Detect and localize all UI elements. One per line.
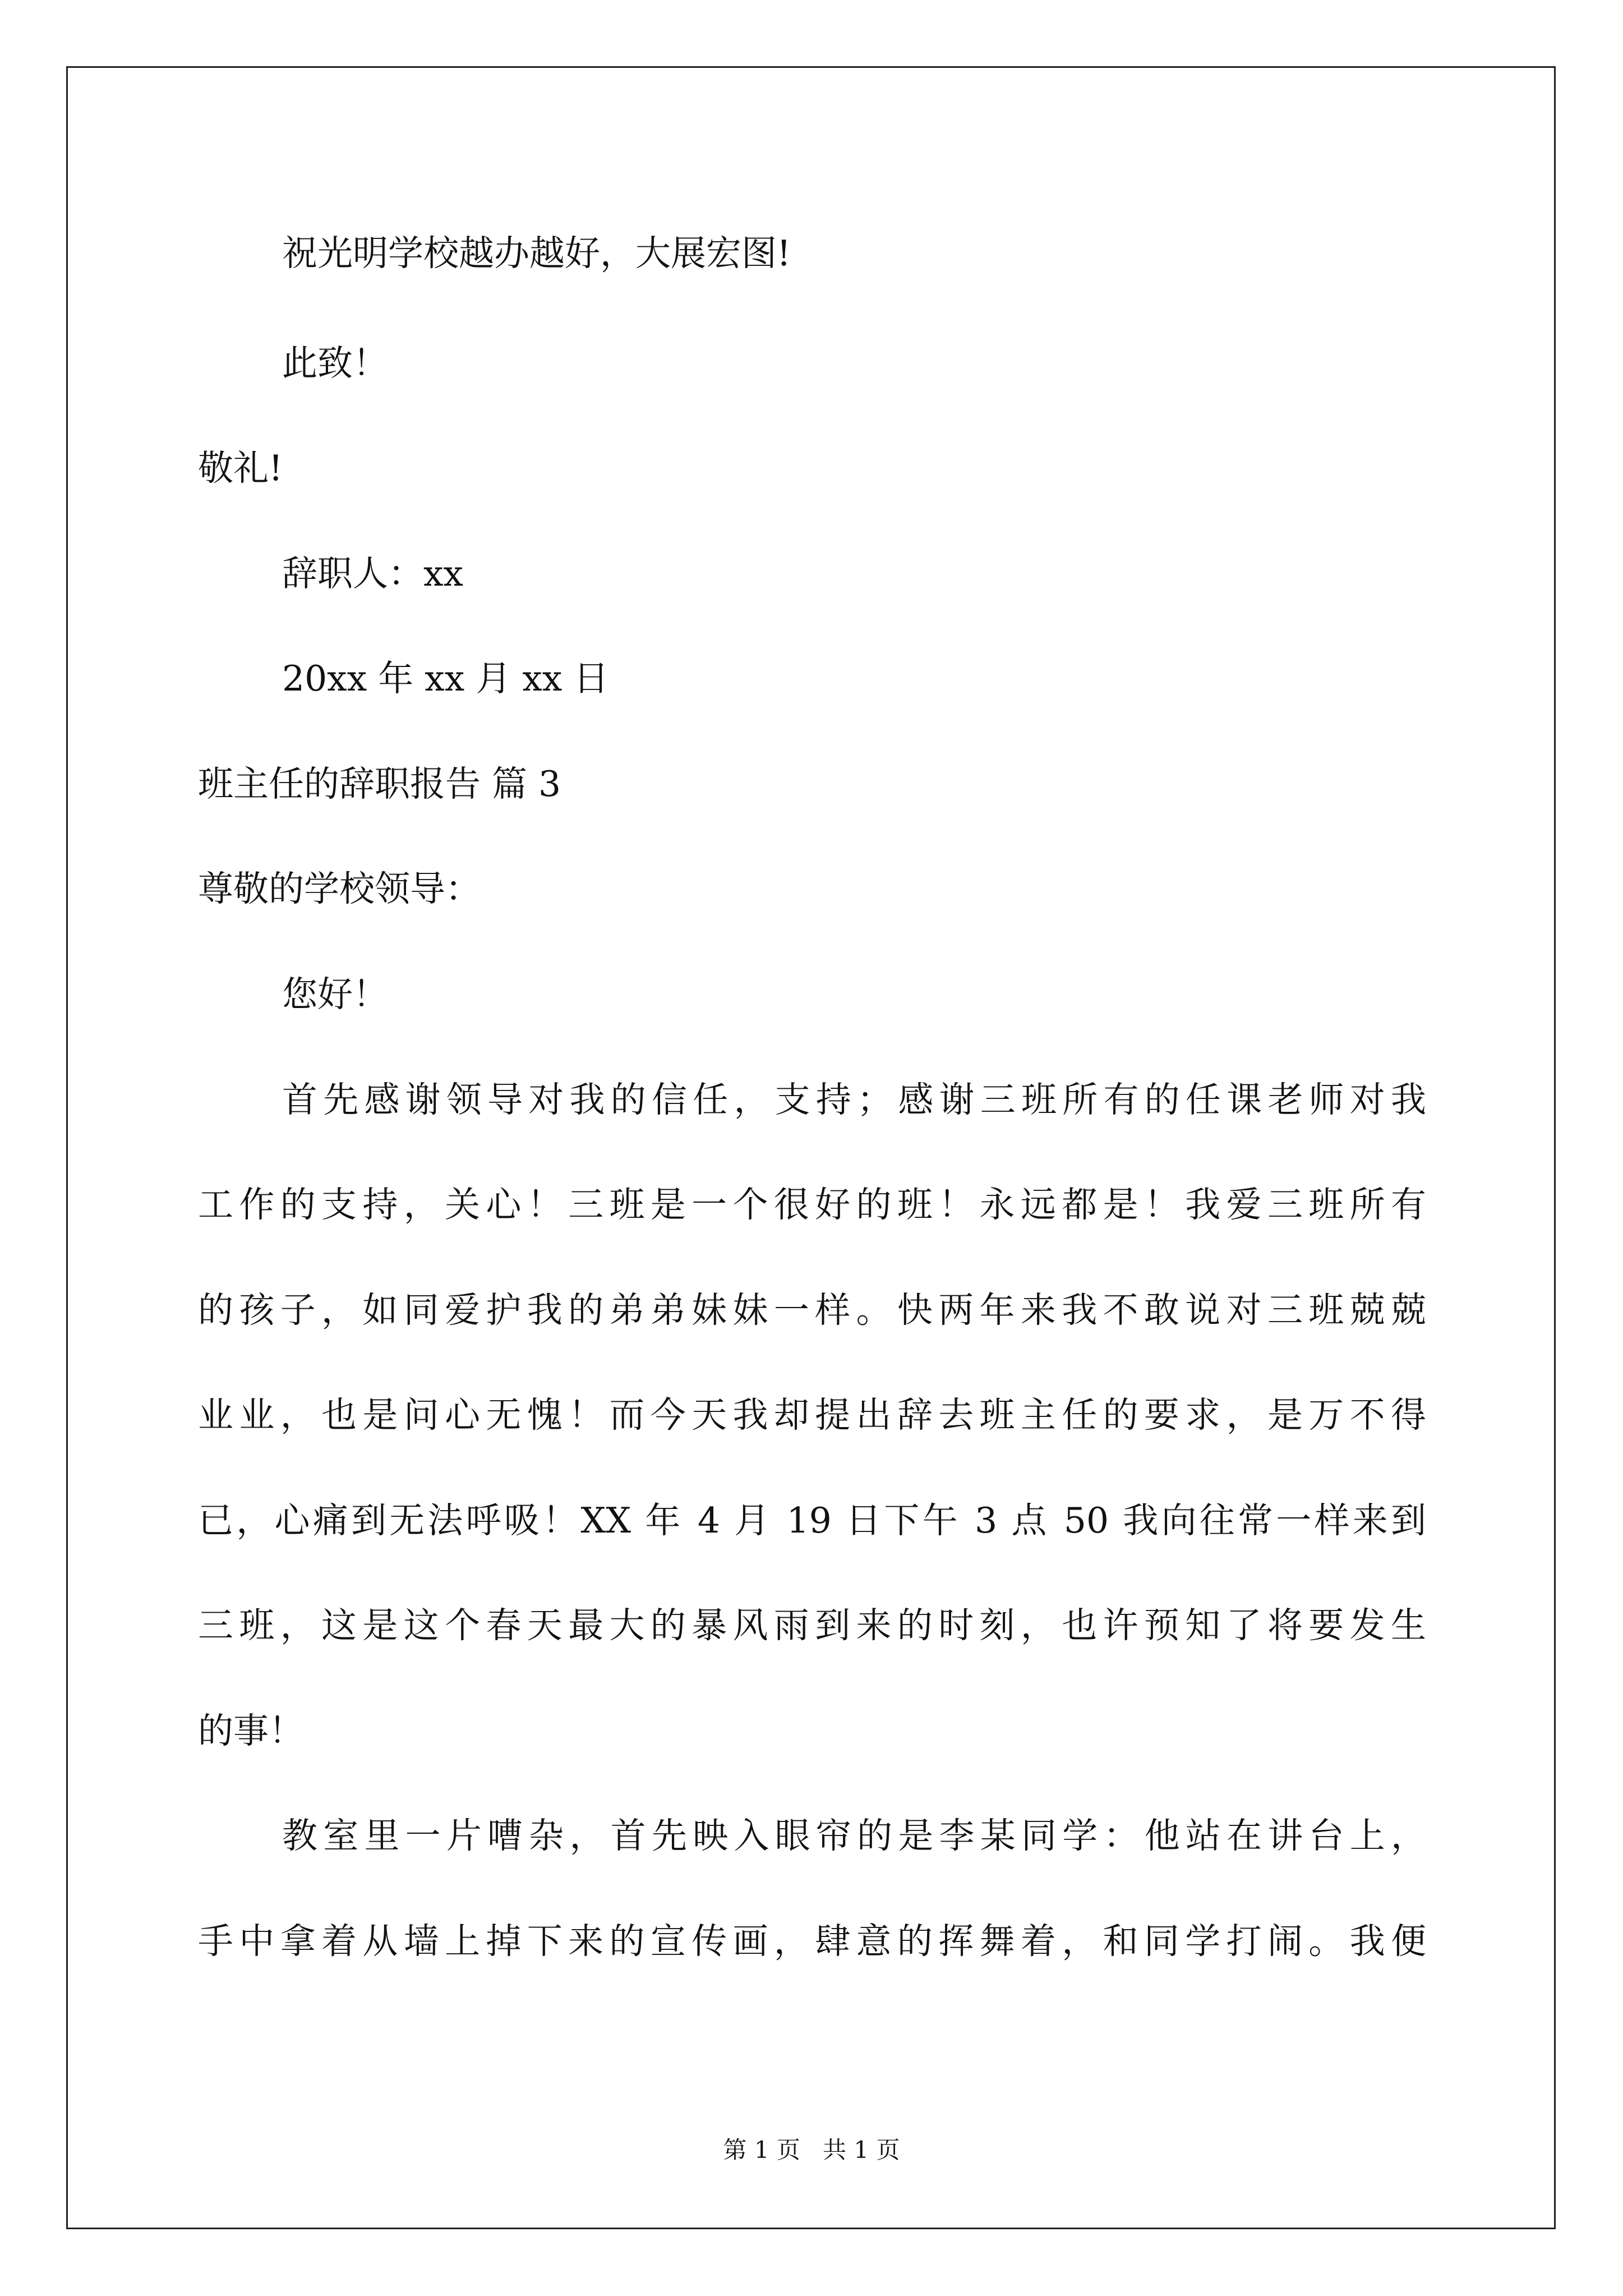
paragraph-line: 的孩子，如同爱护我的弟弟妹妹一样。快两年来我不敢说对三班兢兢 xyxy=(198,1290,1426,1331)
signature-date: 20xx 年 xx 月 xx 日 xyxy=(282,658,609,699)
closing-wish: 祝光明学校越办越好，大展宏图! xyxy=(282,233,791,274)
paragraph-line: 手中拿着从墙上掉下来的宣传画，肆意的挥舞着，和同学打闹。我便 xyxy=(198,1921,1426,1962)
paragraph-line: 已，心痛到无法呼吸！XX 年 4 月 19 日下午 3 点 50 我向往常一样来到 xyxy=(198,1500,1426,1541)
paragraph-line: 工作的支持，关心！三班是一个很好的班！永远都是！我爱三班所有 xyxy=(198,1184,1426,1225)
paragraph-line: 的事！ xyxy=(198,1710,304,1751)
closing-regards: 敬礼! xyxy=(198,448,283,489)
page-footer: 第 1 页 共 1 页 xyxy=(723,2136,900,2164)
page-border xyxy=(66,66,1556,2229)
greeting-hello: 您好！ xyxy=(282,974,388,1015)
greeting-recipient: 尊敬的学校领导： xyxy=(198,868,481,909)
paragraph-line: 三班，这是这个春天最大的暴风雨到来的时刻，也许预知了将要发生 xyxy=(198,1605,1426,1646)
paragraph-line: 首先感谢领导对我的信任，支持；感谢三班所有的任课老师对我 xyxy=(282,1079,1426,1120)
paragraph-line: 教室里一片嘈杂，首先映入眼帘的是李某同学：他站在讲台上， xyxy=(282,1815,1426,1856)
closing-salutation: 此致！ xyxy=(282,343,388,384)
section-heading: 班主任的辞职报告 篇 3 xyxy=(198,763,561,804)
paragraph-line: 业业，也是问心无愧！而今天我却提出辞去班主任的要求，是万不得 xyxy=(198,1395,1426,1435)
signature-name: 辞职人：xx xyxy=(282,553,464,594)
